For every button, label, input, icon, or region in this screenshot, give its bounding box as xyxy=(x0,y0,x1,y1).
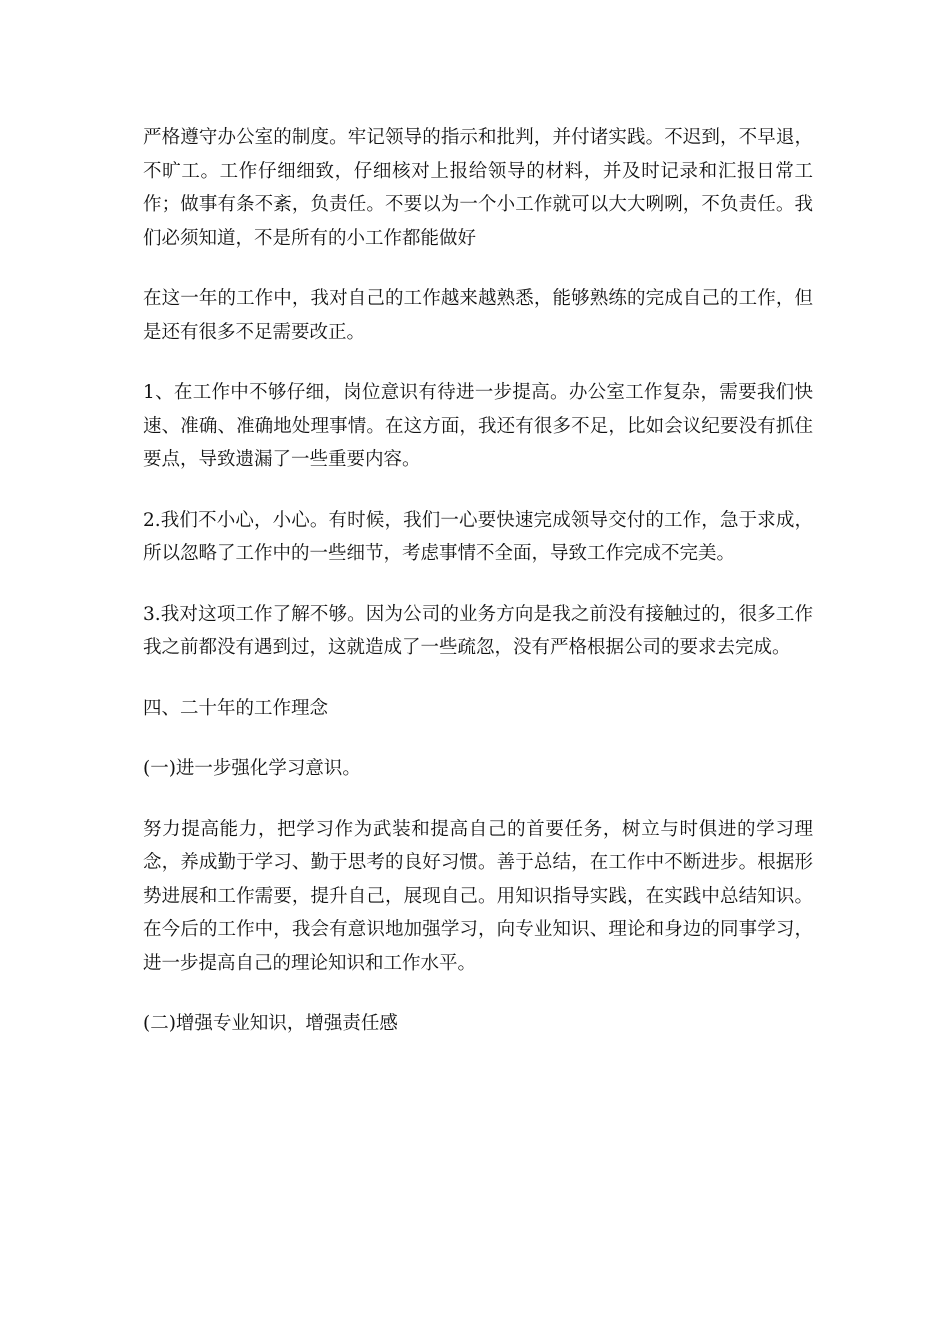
paragraph-work-discipline: 严格遵守办公室的制度。牢记领导的指示和批判，并付诸实践。不迟到，不早退，不旷工。工作仔细细致，仔细核对上报给领导的材料，并及时记录和汇报日常工作；做事有条不紊，负责任。不要以为一个小工作就可以大大咧咧，不负责任。我们必须知道，不是所有的小工作都能做好 xyxy=(143,127,813,249)
section-heading-work-philosophy: 四、二十年的工作理念 xyxy=(143,697,329,719)
document-body xyxy=(143,121,813,1068)
paragraph-shortcoming-1: 1、在工作中不够仔细，岗位意识有待进一步提高。办公室工作复杂，需要我们快速、准确、准确地处理事情。在这方面，我还有很多不足，比如会议纪要没有抓住要点，导致遗漏了一些重要内容。 xyxy=(143,382,813,470)
paragraph-year-summary: 在这一年的工作中，我对自己的工作越来越熟悉，能够熟练的完成自己的工作，但是还有很多不足需要改正。 xyxy=(143,288,813,343)
paragraph-shortcoming-2: 2.我们不小心，小心。有时候，我们一心要快速完成领导交付的工作，急于求成，所以忽略了工作中的一些细节，考虑事情不全面，导致工作完成不完美。 xyxy=(143,509,813,564)
subheading-professional-knowledge: (二)增强专业知识，增强责任感 xyxy=(143,1013,398,1034)
paragraph-learning-details: 努力提高能力，把学习作为武装和提高自己的首要任务，树立与时俱进的学习理念，养成勤于学习、勤于思考的良好习惯。善于总结，在工作中不断进步。根据形势进展和工作需要，提升自己，展现自己。用知识指导实践，在实践中总结知识。在今后的工作中，我会有意识地加强学习，向专业知识、理论和身边的同事学习，进一步提高自己的理论知识和工作水平。 xyxy=(143,818,813,974)
subheading-learning-awareness: (一)进一步强化学习意识。 xyxy=(143,758,361,779)
paragraph-shortcoming-3: 3.我对这项工作了解不够。因为公司的业务方向是我之前没有接触过的，很多工作我之前都没有遇到过，这就造成了一些疏忽，没有严格根据公司的要求去完成。 xyxy=(143,603,813,658)
